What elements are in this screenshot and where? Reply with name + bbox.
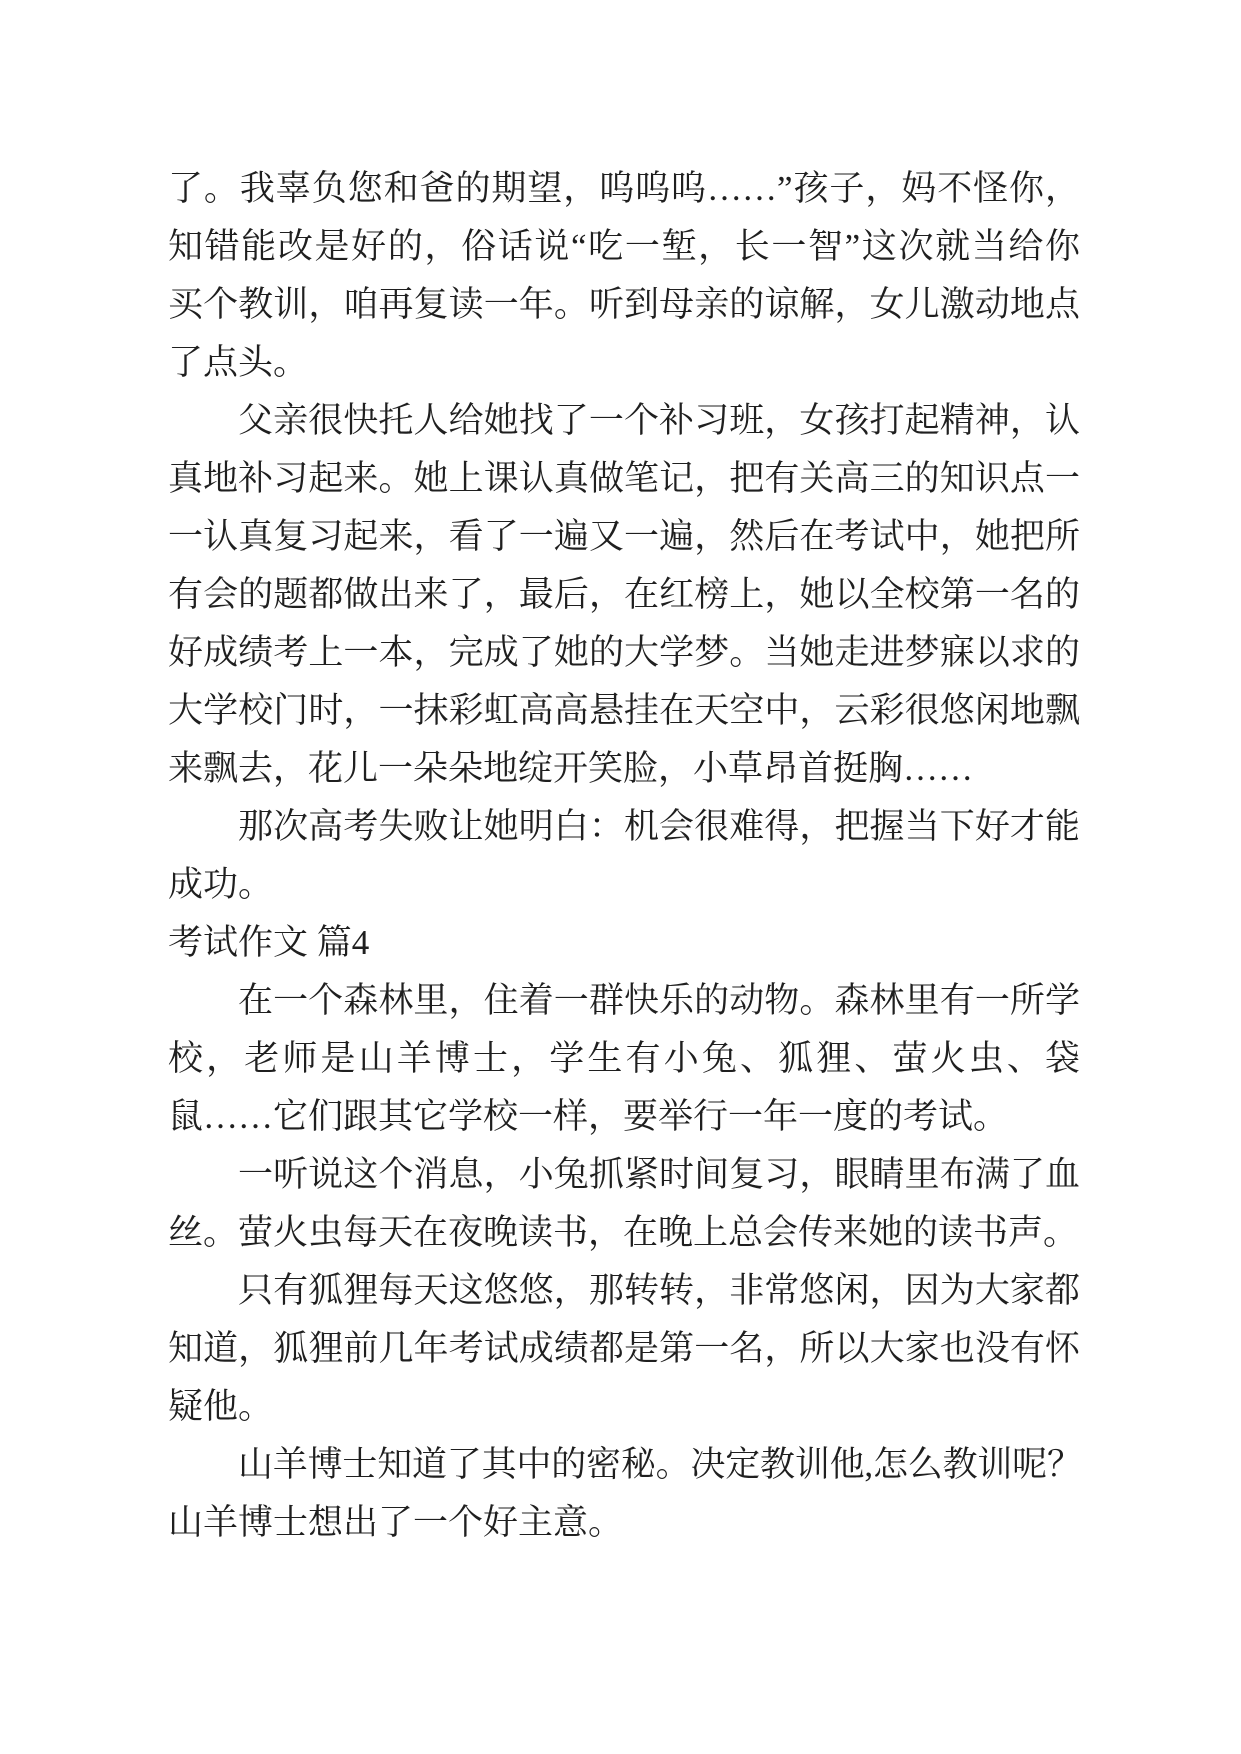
essay-line: 校，老师是山羊博士，学生有小兔、狐狸、萤火虫、袋 (168, 1039, 1080, 1078)
essay-line: 鼠……它们跟其它学校一样，要举行一年一度的考试。 (168, 1097, 1009, 1136)
essay-line: 大学校门时，一抹彩虹高高悬挂在天空中，云彩很悠闲地飘 (168, 691, 1080, 730)
essay-line: 只有狐狸每天这悠悠，那转转，非常悠闲，因为大家都 (238, 1271, 1080, 1310)
essay-text-block (168, 160, 1080, 1552)
essay-line: 好成绩考上一本，完成了她的大学梦。当她走进梦寐以求的 (168, 633, 1080, 672)
essay-line: 一听说这个消息，小兔抓紧时间复习，眼睛里布满了血 (238, 1155, 1080, 1194)
essay-line: 了。我辜负您和爸的期望，呜呜呜……”孩子，妈不怪你， (168, 169, 1080, 208)
essay-line: 山羊博士知道了其中的密秘。决定教训他,怎么教训呢？ (238, 1445, 1080, 1484)
essay-line: 成功。 (168, 865, 274, 904)
essay-line: 在一个森林里，住着一群快乐的动物。森林里有一所学 (238, 981, 1080, 1020)
essay-line: 有会的题都做出来了，最后，在红榜上，她以全校第一名的 (168, 575, 1080, 614)
section-heading: 考试作文 篇4 (168, 923, 370, 962)
essay-line: 来飘去，花儿一朵朵地绽开笑脸，小草昂首挺胸…… (168, 749, 974, 788)
essay-line: 山羊博士想出了一个好主意。 (168, 1503, 624, 1542)
essay-line: 父亲很快托人给她找了一个补习班，女孩打起精神，认 (238, 401, 1080, 440)
essay-line: 疑他。 (168, 1387, 274, 1426)
essay-line: 买个教训，咱再复读一年。听到母亲的谅解，女儿激动地点 (168, 285, 1080, 324)
essay-line: 了点头。 (168, 343, 309, 382)
essay-line: 知错能改是好的，俗话说“吃一堑，长一智”这次就当给你 (168, 227, 1080, 266)
essay-line: 一认真复习起来，看了一遍又一遍，然后在考试中，她把所 (168, 517, 1080, 556)
essay-line: 丝。萤火虫每天在夜晚读书，在晚上总会传来她的读书声。 (168, 1213, 1079, 1252)
essay-line: 真地补习起来。她上课认真做笔记，把有关高三的知识点一 (168, 459, 1080, 498)
essay-line: 知道，狐狸前几年考试成绩都是第一名，所以大家也没有怀 (168, 1329, 1080, 1368)
essay-line: 那次高考失败让她明白：机会很难得，把握当下好才能 (238, 807, 1080, 846)
